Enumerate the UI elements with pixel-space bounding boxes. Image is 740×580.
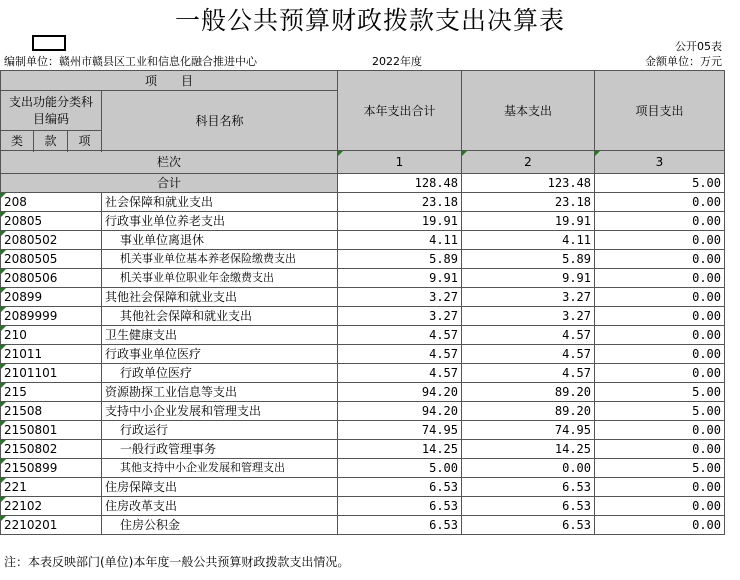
row-total[interactable]: 6.53 [338,478,462,497]
row-subject-name[interactable]: 住房保障支出 [102,478,338,497]
row-code[interactable]: 221 [1,478,102,497]
row-subject-name[interactable]: 其他社会保障和就业支出 [102,288,338,307]
row-subject-name[interactable]: 住房改革支出 [102,497,338,516]
table-row [1,478,725,497]
table-row [1,345,725,364]
row-total[interactable]: 19.91 [338,212,462,231]
row-subject-name[interactable]: 行政单位医疗 [102,364,338,383]
row-total[interactable]: 94.20 [338,402,462,421]
total-label: 合计 [1,174,338,193]
row-project[interactable]: 5.00 [595,402,725,421]
compiling-unit: 编制单位：赣州市赣县区工业和信息化融合推进中心 [4,55,257,68]
row-total[interactable]: 4.57 [338,364,462,383]
row-total[interactable]: 3.27 [338,288,462,307]
active-cell-cursor[interactable] [32,35,66,51]
row-code[interactable]: 2080506 [1,269,102,288]
row-project[interactable]: 0.00 [595,212,725,231]
table-row [1,231,725,250]
row-basic[interactable]: 0.00 [462,459,595,478]
row-basic[interactable]: 5.89 [462,250,595,269]
row-total[interactable]: 3.27 [338,307,462,326]
total-basic[interactable]: 123.48 [462,174,595,193]
row-total[interactable]: 6.53 [338,516,462,535]
row-subject-name[interactable]: 其他社会保障和就业支出 [102,307,338,326]
row-basic[interactable]: 74.95 [462,421,595,440]
table-row [1,326,725,345]
row-subject-name[interactable]: 住房公积金 [102,516,338,535]
header-total: 本年支出合计 [338,71,462,151]
table-row [1,212,725,231]
table-row [1,193,725,212]
header-col1: 1 [338,151,462,174]
row-basic[interactable]: 6.53 [462,516,595,535]
table-row [1,307,725,326]
row-total[interactable]: 4.57 [338,345,462,364]
row-code[interactable]: 22102 [1,497,102,516]
row-basic[interactable]: 3.27 [462,307,595,326]
table-row [1,459,725,478]
row-code[interactable]: 2080505 [1,250,102,269]
row-total[interactable]: 74.95 [338,421,462,440]
table-row [1,269,725,288]
row-code[interactable]: 2150899 [1,459,102,478]
row-total[interactable]: 6.53 [338,497,462,516]
row-total[interactable]: 5.89 [338,250,462,269]
report-year: 2022年度 [372,55,422,68]
row-basic[interactable]: 9.91 [462,269,595,288]
row-project[interactable]: 0.00 [595,364,725,383]
row-basic[interactable]: 89.20 [462,402,595,421]
table-row [1,516,725,535]
row-basic[interactable]: 6.53 [462,478,595,497]
row-total[interactable]: 23.18 [338,193,462,212]
row-project[interactable]: 0.00 [595,193,725,212]
row-subject-name[interactable]: 事业单位离退休 [102,231,338,250]
total-amount[interactable]: 128.48 [338,174,462,193]
total-project[interactable]: 5.00 [595,174,725,193]
row-code[interactable]: 2080502 [1,231,102,250]
row-subject-name[interactable]: 机关事业单位基本养老保险缴费支出 [102,250,338,269]
row-project[interactable]: 0.00 [595,269,725,288]
row-basic[interactable]: 4.57 [462,345,595,364]
row-project[interactable]: 0.00 [595,497,725,516]
table-row [1,383,725,402]
row-subject-name[interactable]: 资源勘探工业信息等支出 [102,383,338,402]
header-lanci: 栏次 [1,151,338,174]
row-basic[interactable]: 4.11 [462,231,595,250]
row-basic[interactable]: 23.18 [462,193,595,212]
row-code[interactable]: 2210201 [1,516,102,535]
row-project[interactable]: 0.00 [595,421,725,440]
row-total[interactable]: 4.11 [338,231,462,250]
row-subject-name[interactable]: 卫生健康支出 [102,326,338,345]
row-code[interactable]: 2150801 [1,421,102,440]
header-item: 项 目 [1,71,338,91]
row-subject-name[interactable]: 机关事业单位职业年金缴费支出 [102,269,338,288]
row-code[interactable]: 20805 [1,212,102,231]
row-subject-name[interactable]: 行政事业单位医疗 [102,345,338,364]
header-kuan: 款 [34,131,68,151]
header-basic: 基本支出 [462,71,595,151]
table-row [1,288,725,307]
row-total[interactable]: 14.25 [338,440,462,459]
row-project[interactable]: 0.00 [595,288,725,307]
row-code[interactable]: 208 [1,193,102,212]
row-project[interactable]: 0.00 [595,516,725,535]
row-total[interactable]: 4.57 [338,326,462,345]
row-subject-name[interactable]: 行政事业单位养老支出 [102,212,338,231]
row-project[interactable]: 5.00 [595,383,725,402]
header-xiang: 项 [68,131,102,151]
header-col2: 2 [462,151,595,174]
row-code[interactable]: 2101101 [1,364,102,383]
row-code[interactable]: 210 [1,326,102,345]
row-subject-name[interactable]: 一般行政管理事务 [102,440,338,459]
row-code[interactable]: 215 [1,383,102,402]
row-basic[interactable]: 6.53 [462,497,595,516]
row-basic[interactable]: 19.91 [462,212,595,231]
row-basic[interactable]: 3.27 [462,288,595,307]
table-row [1,421,725,440]
row-code[interactable]: 20899 [1,288,102,307]
row-subject-name[interactable]: 其他支持中小企业发展和管理支出 [102,459,338,478]
row-total[interactable]: 5.00 [338,459,462,478]
header-col3: 3 [595,151,725,174]
row-basic[interactable]: 4.57 [462,326,595,345]
table-row [1,440,725,459]
table-row [1,250,725,269]
table-row [1,402,725,421]
form-number: 公开05表 [675,40,722,53]
row-basic[interactable]: 4.57 [462,364,595,383]
footnote: 注：本表反映部门(单位)本年度一般公共预算财政拨款支出情况。 [4,555,350,569]
row-code[interactable]: 2150802 [1,440,102,459]
row-project[interactable]: 0.00 [595,231,725,250]
header-project: 项目支出 [595,71,725,151]
header-lei: 类 [1,131,34,151]
report-title: 一般公共预算财政拨款支出决算表 [174,6,565,35]
table-row [1,497,725,516]
row-basic[interactable]: 89.20 [462,383,595,402]
row-code[interactable]: 2089999 [1,307,102,326]
row-project[interactable]: 0.00 [595,250,725,269]
row-subject-name[interactable]: 支持中小企业发展和管理支出 [102,402,338,421]
row-project[interactable]: 0.00 [595,345,725,364]
money-unit: 金额单位：万元 [645,55,722,68]
row-project[interactable]: 0.00 [595,326,725,345]
row-total[interactable]: 94.20 [338,383,462,402]
row-project[interactable]: 0.00 [595,440,725,459]
row-project[interactable]: 0.00 [595,478,725,497]
row-total[interactable]: 9.91 [338,269,462,288]
header-func-code: 支出功能分类科目编码 [1,91,102,131]
expenditure-table [0,70,725,535]
row-basic[interactable]: 14.25 [462,440,595,459]
row-subject-name[interactable]: 社会保障和就业支出 [102,193,338,212]
header-subject-name: 科目名称 [102,91,338,151]
table-row [1,364,725,383]
row-code[interactable]: 21508 [1,402,102,421]
row-code[interactable]: 21011 [1,345,102,364]
row-project[interactable]: 0.00 [595,307,725,326]
row-subject-name[interactable]: 行政运行 [102,421,338,440]
row-project[interactable]: 5.00 [595,459,725,478]
